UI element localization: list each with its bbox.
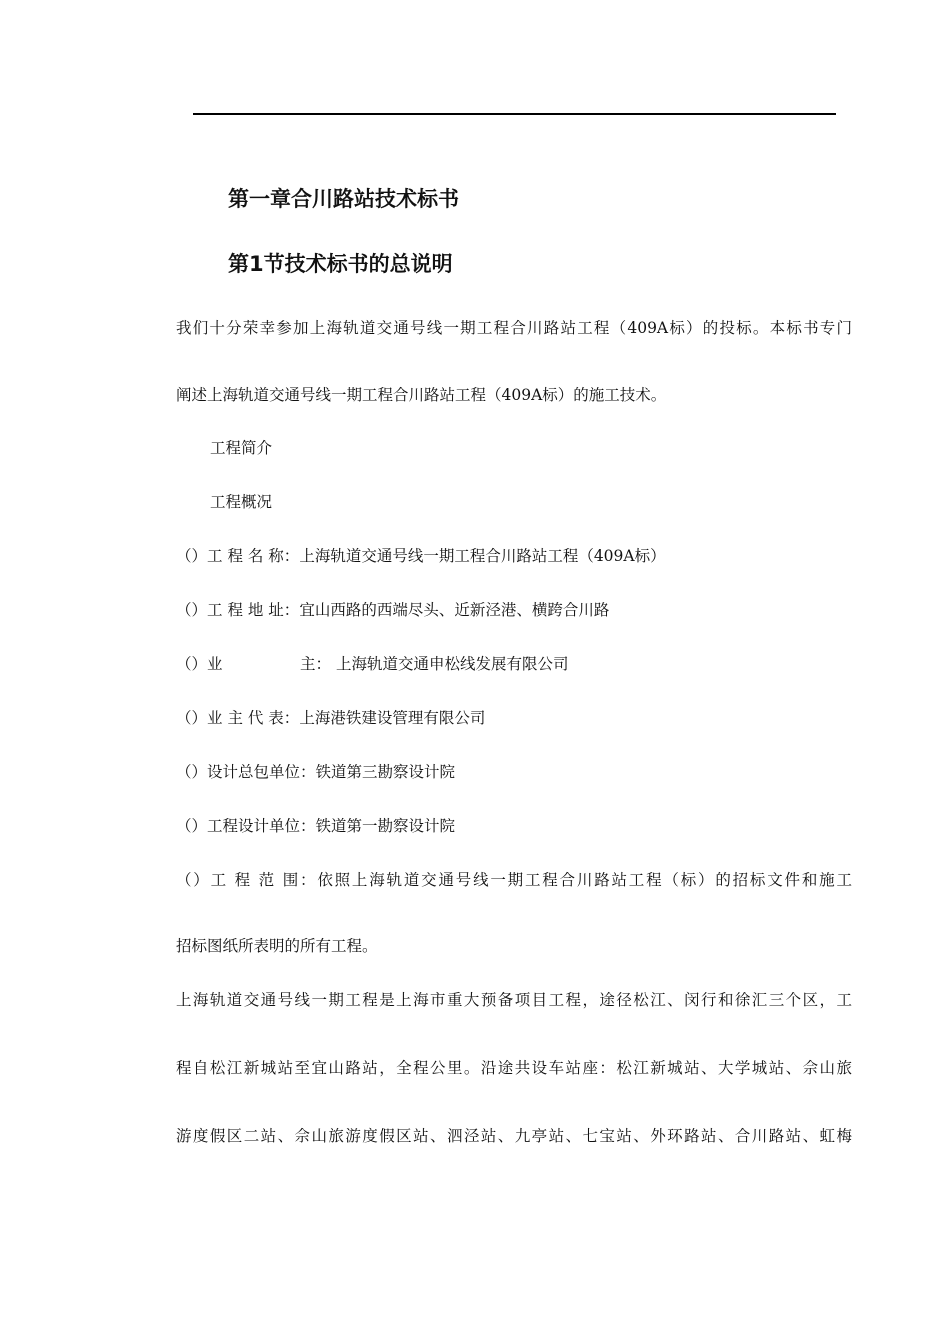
item-label: 工 程 地 址：: [207, 601, 300, 619]
item-prefix: （）: [176, 547, 208, 565]
subheading-overview: 工程简介: [210, 439, 273, 457]
item-label: 设计总包单位：: [207, 763, 316, 781]
description-line-2: 程自松江新城站至宜山路站，全程公里。沿途共设车站座：松江新城站、大学城站、佘山旅: [176, 1059, 852, 1077]
description-line-1: 上海轨道交通号线一期工程是上海市重大预备项目工程，途径松江、闵行和徐汇三个区，工: [176, 991, 852, 1009]
item-prefix: （）: [176, 655, 208, 673]
header-rule: [193, 113, 836, 115]
item-prefix: （）: [176, 601, 208, 619]
item-label: 工程设计单位：: [207, 817, 316, 835]
scope-continuation: 招标图纸所表明的所有工程。: [176, 937, 378, 955]
item-project-name: [176, 546, 666, 566]
item-value: 铁道第三勘察设计院: [315, 763, 456, 781]
item-project-address: [176, 600, 609, 620]
item-value: 上海港铁建设管理有限公司: [299, 709, 486, 727]
item-engineering-design: [176, 816, 455, 836]
item-label: 工 程 范 围：: [210, 871, 318, 889]
item-value: 依照上海轨道交通号线一期工程合川路站工程（标）的招标文件和施工: [317, 871, 852, 889]
item-value: 上海轨道交通号线一期工程合川路站工程（409A标）: [299, 547, 666, 565]
chapter-title: 第一章合川路站技术标书: [228, 187, 459, 211]
item-value: 宜山西路的西端尽头、近新泾港、横跨合川路: [299, 601, 610, 619]
item-general-design: [176, 762, 455, 782]
intro-line-2: 阐述上海轨道交通号线一期工程合川路站工程（409A标）的施工技术。: [176, 386, 667, 404]
item-label: 工 程 名 称：: [207, 547, 300, 565]
item-value: 上海轨道交通申松线发展有限公司: [331, 655, 569, 673]
item-prefix: （）: [176, 871, 211, 889]
item-owner-representative: [176, 708, 485, 728]
item-owner: [176, 654, 568, 674]
item-prefix: （）: [176, 763, 208, 781]
intro-line-1: 我们十分荣幸参加上海轨道交通号线一期工程合川路站工程（409A标）的投标。本标书专门: [176, 319, 852, 337]
subheading-summary: 工程概况: [210, 493, 273, 511]
item-label: 业 主 代 表：: [207, 709, 300, 727]
item-prefix: （）: [176, 817, 208, 835]
item-project-scope: [176, 870, 852, 890]
item-value: 铁道第一勘察设计院: [315, 817, 456, 835]
section-title: 第1节技术标书的总说明: [228, 252, 453, 276]
description-line-3: 游度假区二站、佘山旅游度假区站、泗泾站、九亭站、七宝站、外环路站、合川路站、虹梅: [176, 1127, 852, 1145]
item-label: 业 主：: [207, 655, 332, 673]
item-prefix: （）: [176, 709, 208, 727]
